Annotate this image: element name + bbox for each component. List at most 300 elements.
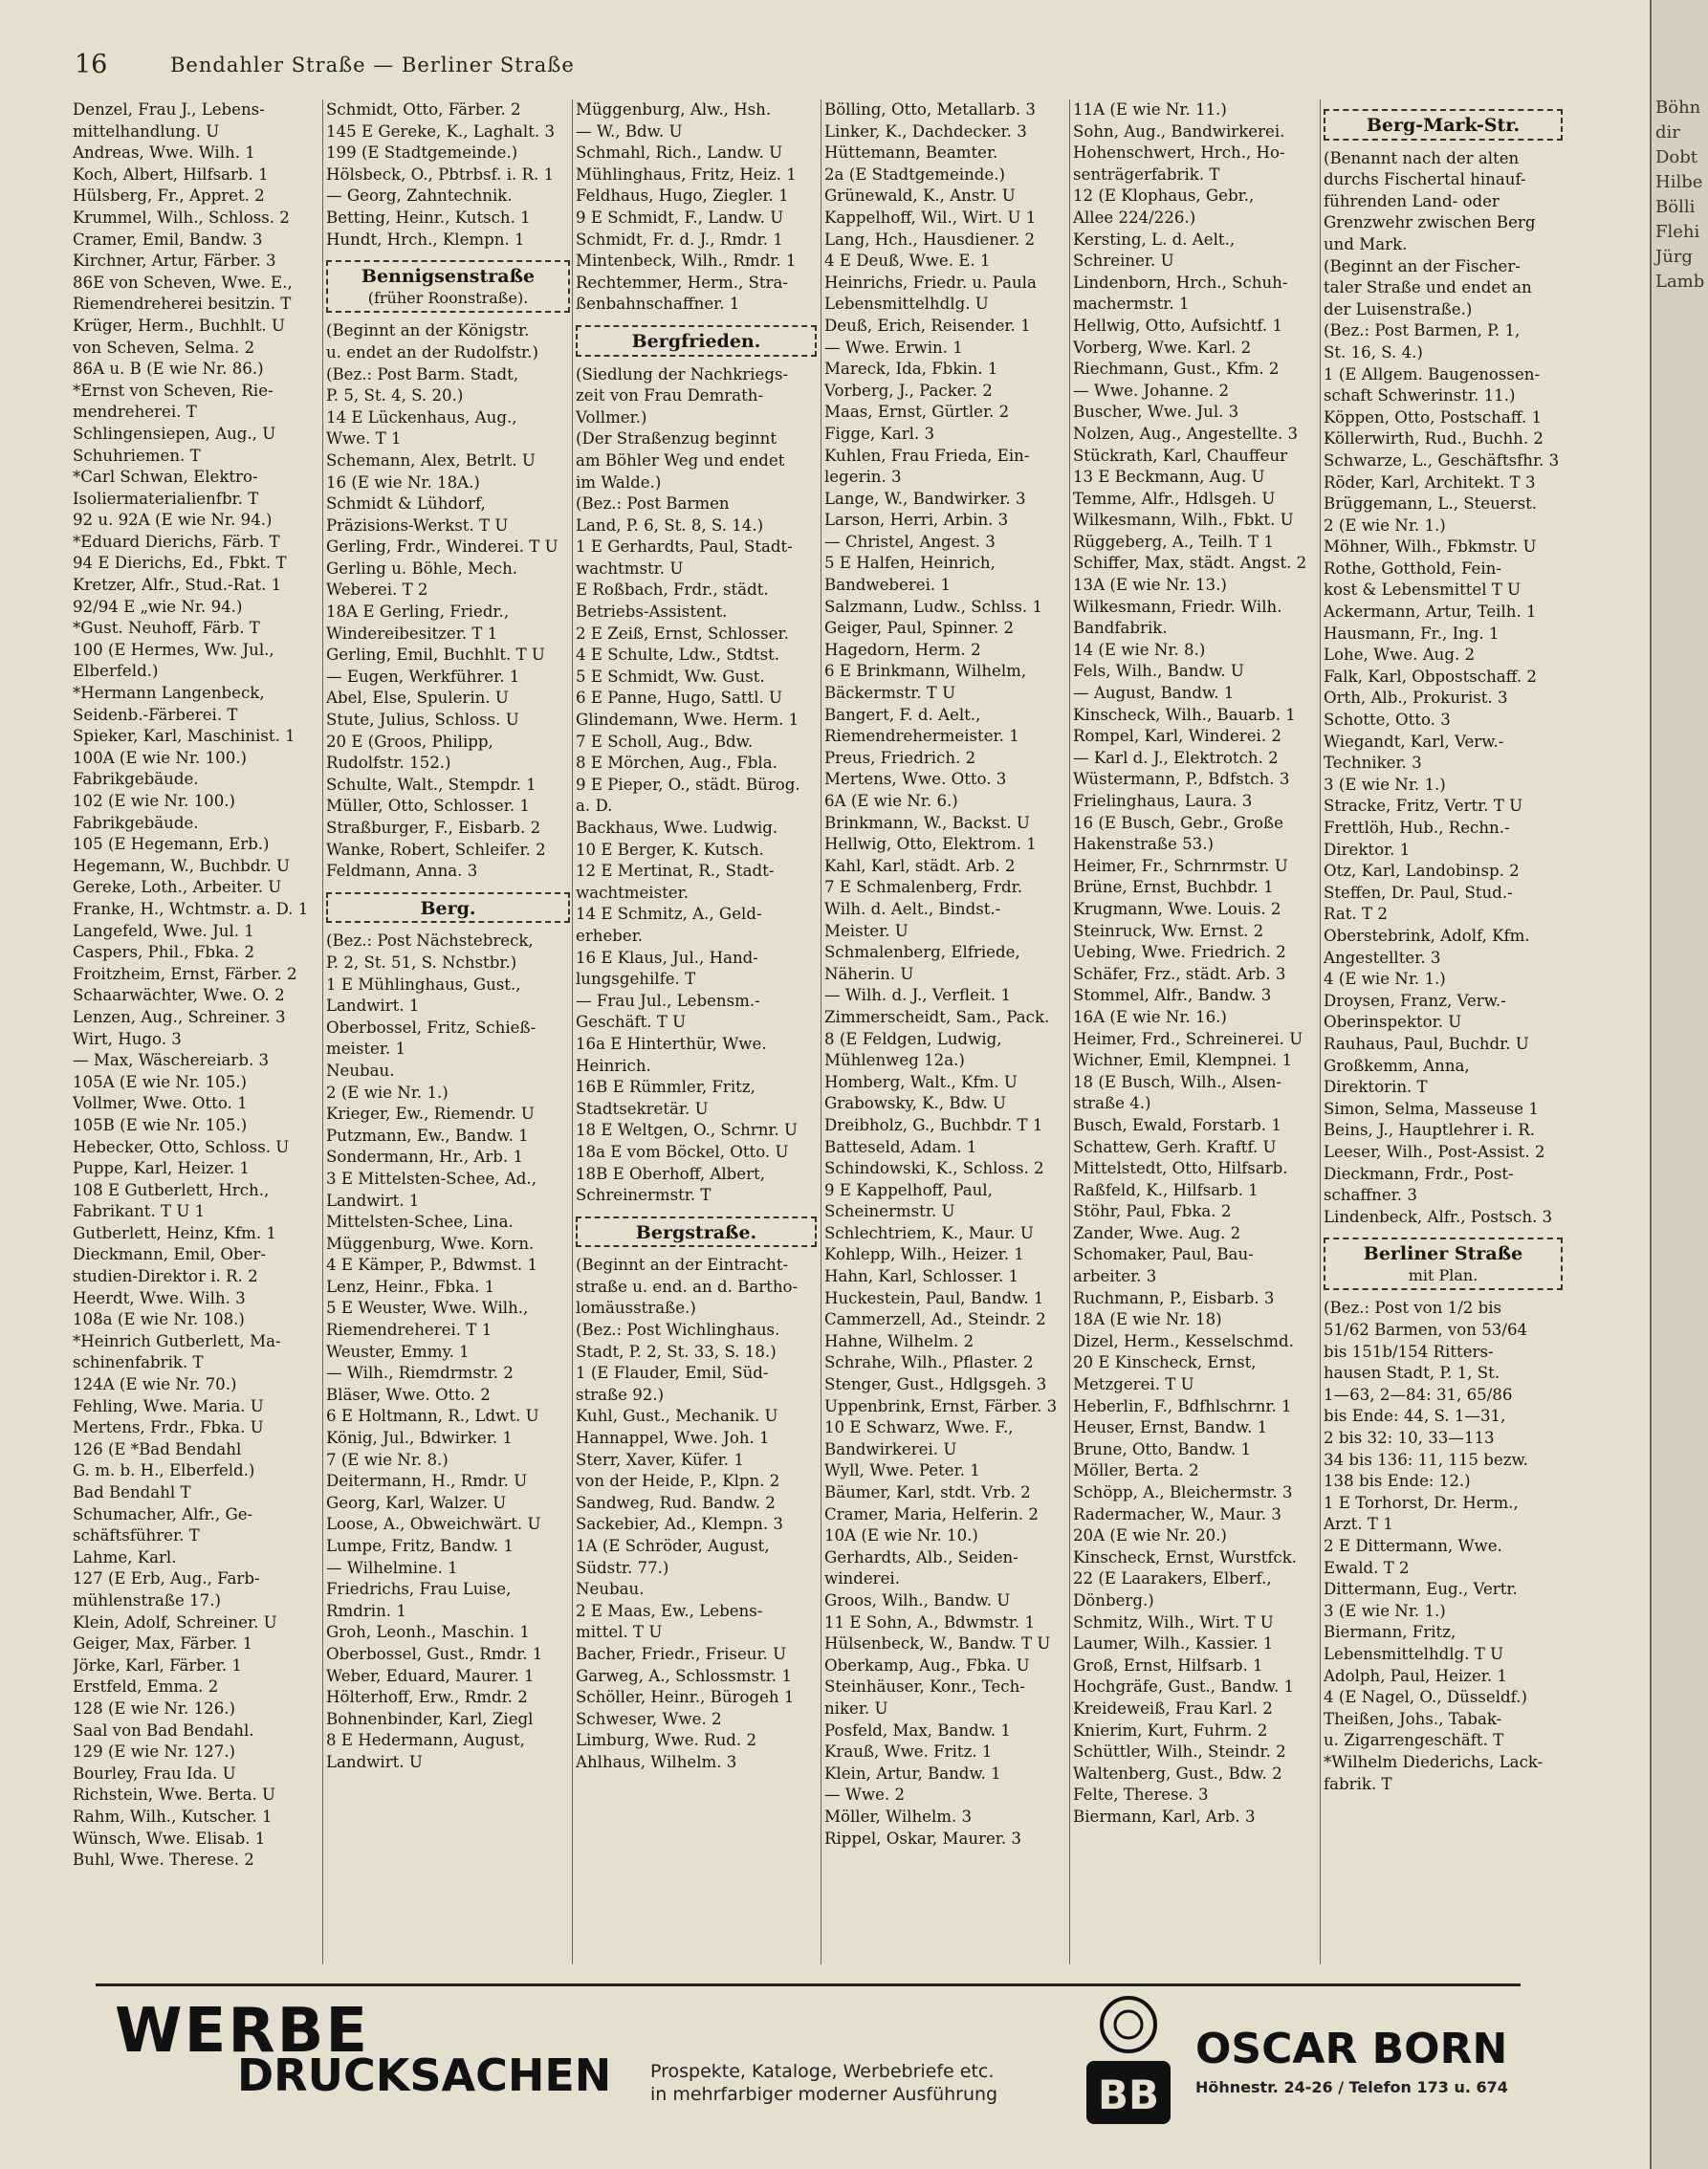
directory-entry: Laumer, Wilh., Kassier. 1 [1073, 1634, 1274, 1654]
directory-entry: Jörke, Karl, Färber. 1 [73, 1655, 242, 1675]
directory-entry: Cramer, Emil, Bandw. 3 [73, 230, 263, 249]
directory-entry: Bandweberei. 1 [824, 576, 952, 595]
directory-entry: (Bez.: Post Barmen, P. 1, [1324, 321, 1521, 340]
directory-entry: 20A (E wie Nr. 20.) [1073, 1526, 1227, 1545]
directory-entry: — Georg, Zahntechnik. [326, 186, 513, 206]
directory-entry: 129 (E wie Nr. 127.) [73, 1742, 236, 1762]
street-heading [1324, 1238, 1563, 1290]
directory-entry: Steinruck, Ww. Ernst. 2 [1073, 921, 1264, 940]
column-4 [821, 99, 1068, 1964]
directory-entry: Krugmann, Wwe. Louis. 2 [1073, 899, 1281, 918]
directory-entry: 20 E Kinscheck, Ernst, [1073, 1353, 1257, 1372]
directory-entry: u. endet an der Rudolfstr.) [326, 342, 538, 362]
directory-entry: 6 E Panne, Hugo, Sattl. U [576, 689, 783, 708]
directory-entry: Lenzen, Aug., Schreiner. 3 [73, 1007, 286, 1026]
directory-entry: Rauhaus, Paul, Buchdr. U [1324, 1034, 1529, 1053]
directory-entry: Lindenbeck, Alfr., Postsch. 3 [1324, 1207, 1553, 1226]
ad-company-address: Höhnestr. 24-26 / Telefon 173 u. 674 [1195, 2078, 1508, 2096]
directory-entry: Wichner, Emil, Klempnei. 1 [1073, 1051, 1293, 1070]
directory-entry: Gerling, Frdr., Winderei. T U [326, 537, 558, 557]
directory-entry: Gerling u. Böhle, Mech. [326, 559, 518, 578]
directory-entry: Biermann, Fritz, [1324, 1623, 1456, 1642]
directory-entry: 16 E Klaus, Jul., Hand- [576, 948, 758, 967]
directory-entry: Cammerzell, Ad., Steindr. 2 [824, 1310, 1046, 1329]
directory-entry: Dieckmann, Frdr., Post- [1324, 1164, 1514, 1183]
directory-entry: König, Jul., Bdwirker. 1 [326, 1429, 513, 1448]
directory-entry: — Max, Wäschereiarb. 3 [73, 1051, 270, 1070]
page-header [75, 50, 1547, 84]
directory-entry: Schöpp, A., Bleichermstr. 3 [1073, 1483, 1293, 1501]
directory-entry: 5 E Weuster, Wwe. Wilh., [326, 1299, 529, 1318]
directory-entry: Schotte, Otto. 3 [1324, 711, 1451, 730]
directory-entry: Steinhäuser, Konr., Tech- [824, 1677, 1025, 1697]
directory-entry: senträgerfabrik. T [1073, 164, 1220, 184]
directory-entry: 7 (E wie Nr. 8.) [326, 1450, 449, 1469]
advertisement [96, 1983, 1521, 2130]
directory-entry: bis Ende: 44, S. 1—31, [1324, 1407, 1506, 1426]
directory-entry: St. 16, S. 4.) [1324, 342, 1423, 362]
directory-entry: Vorberg, Wwe. Karl. 2 [1073, 338, 1252, 357]
directory-entry: Müggenburg, Wwe. Korn. [326, 1234, 535, 1253]
directory-entry: Leeser, Wilh., Post-Assist. 2 [1324, 1142, 1545, 1161]
street-name: Bergstraße. [635, 1221, 757, 1243]
directory-entry: 108 E Gutberlett, Hrch., [73, 1180, 270, 1199]
directory-entry: 138 bis Ende: 12.) [1324, 1472, 1471, 1491]
directory-entry: Beins, J., Hauptlehrer i. R. [1324, 1121, 1536, 1140]
directory-entry: 1—63, 2—84: 31, 65/86 [1324, 1385, 1513, 1404]
directory-entry: Groos, Wilh., Bandw. U [824, 1590, 1011, 1610]
directory-entry: *Gust. Neuhoff, Färb. T [73, 619, 260, 638]
next-page-fragment: Böhn [1655, 98, 1701, 118]
directory-entry: Knierim, Kurt, Fuhrm. 2 [1073, 1720, 1268, 1740]
directory-entry: 6 E Holtmann, R., Ldwt. U [326, 1407, 539, 1426]
directory-entry: Figge, Karl. 3 [824, 424, 935, 443]
directory-entry: Frielinghaus, Laura. 3 [1073, 792, 1253, 810]
directory-entry: Landwirt. 1 [326, 997, 420, 1016]
directory-entry: Direktorin. T [1324, 1078, 1428, 1097]
directory-entry: 11 E Sohn, A., Bdwmstr. 1 [824, 1612, 1036, 1632]
directory-entry: 3 E Mittelsten-Schee, Ad., [326, 1169, 536, 1188]
directory-entry: winderei. [824, 1569, 900, 1588]
directory-entry: fabrik. T [1324, 1774, 1392, 1793]
directory-entry: studien-Direktor i. R. 2 [73, 1267, 258, 1286]
directory-entry: Cramer, Maria, Helferin. 2 [824, 1504, 1039, 1523]
directory-entry: Lenz, Heinr., Fbka. 1 [326, 1277, 495, 1296]
directory-entry: Allee 224/226.) [1073, 208, 1196, 227]
directory-entry: 108a (E wie Nr. 108.) [73, 1310, 245, 1329]
directory-entry: — Wwe. Johanne. 2 [1073, 381, 1230, 400]
directory-entry: 105B (E wie Nr. 105.) [73, 1115, 248, 1134]
street-name: Berg. [420, 897, 476, 919]
directory-entry: (Bez.: Post Barm. Stadt, [326, 364, 519, 383]
directory-entry: Rat. T 2 [1324, 905, 1388, 924]
directory-entry: Dittermann, Eug., Vertr. [1324, 1580, 1518, 1599]
directory-entry: Otz, Karl, Landobinsp. 2 [1324, 862, 1520, 881]
directory-entry: — Christel, Angest. 3 [824, 532, 996, 551]
directory-entry: erheber. [576, 926, 644, 945]
directory-entry: Schuhriemen. T [73, 446, 201, 465]
directory-entry: Weberei. T 2 [326, 581, 428, 600]
next-page-fragment: Lamb [1655, 272, 1705, 292]
directory-entry: Schemann, Alex, Betrlt. U [326, 450, 536, 470]
directory-entry: Raßfeld, K., Hilfsarb. 1 [1073, 1180, 1259, 1199]
directory-entry: Seidenb.-Färberei. T [73, 705, 238, 724]
directory-entry: Krüger, Herm., Buchhlt. U [73, 316, 285, 335]
directory-entry: Biermann, Karl, Arb. 3 [1073, 1807, 1256, 1826]
column-5 [1069, 99, 1318, 1964]
directory-entry: Riechmann, Gust., Kfm. 2 [1073, 360, 1280, 379]
next-page-fragment: Flehi [1655, 222, 1700, 242]
directory-entry: Maas, Ernst, Gürtler. 2 [824, 403, 1010, 422]
directory-entry: Hegemann, W., Buchbdr. U [73, 856, 291, 875]
directory-entry: schaft Schwerinstr. 11.) [1324, 386, 1516, 405]
directory-entry: 8 E Hedermann, August, [326, 1731, 525, 1750]
directory-entry: — Eugen, Werkführer. 1 [326, 667, 520, 686]
directory-entry: mühlenstraße 17.) [73, 1590, 221, 1610]
directory-entry: 9 E Pieper, O., städt. Bürog. [576, 775, 800, 794]
column-1 [73, 99, 317, 1964]
directory-entry: zeit von Frau Demrath- [576, 386, 764, 405]
directory-entry: Kersting, L. d. Aelt., [1073, 230, 1236, 249]
directory-entry: 16 (E Busch, Gebr., Große [1073, 813, 1283, 832]
directory-entry: Rudolfstr. 152.) [326, 754, 451, 773]
directory-entry: 5 E Halfen, Heinrich, [824, 554, 996, 573]
directory-entry: Mintenbeck, Wilh., Rmdr. 1 [576, 252, 797, 271]
directory-entry: Lang, Hch., Hausdiener. 2 [824, 230, 1036, 249]
street-heading [1324, 109, 1563, 141]
street-subtitle: mit Plan. [1408, 1265, 1478, 1284]
ad-headline-werbe: WERBE [115, 1996, 370, 2067]
directory-entry: *Ernst von Scheven, Rie- [73, 381, 274, 400]
directory-entry: Rechtemmer, Herm., Stra- [576, 273, 788, 292]
ad-description-line-1: Prospekte, Kataloge, Werbebriefe etc. [650, 2061, 995, 2082]
directory-entry: E Roßbach, Frdr., städt. [576, 581, 769, 600]
directory-entry: Stommel, Alfr., Bandw. 3 [1073, 986, 1272, 1005]
directory-entry: Radermacher, W., Maur. 3 [1073, 1504, 1281, 1523]
directory-entry: 4 (E wie Nr. 1.) [1324, 970, 1446, 989]
directory-entry: Brüggemann, L., Steuerst. [1324, 494, 1538, 514]
directory-entry: Stute, Julius, Schloss. U [326, 711, 519, 730]
directory-entry: Putzmann, Ew., Bandw. 1 [326, 1126, 529, 1145]
directory-entry: Techniker. 3 [1324, 754, 1422, 773]
directory-entry: Spieker, Karl, Maschinist. 1 [73, 727, 296, 746]
directory-entry: Meister. U [824, 921, 909, 940]
directory-entry: 5 E Schmidt, Ww. Gust. [576, 667, 765, 686]
directory-entry: 13 E Beckmann, Aug. U [1073, 468, 1265, 487]
directory-entry: Schindowski, K., Schloss. 2 [824, 1159, 1044, 1178]
directory-entry: *Carl Schwan, Elektro- [73, 468, 258, 487]
directory-entry: Wiegandt, Karl, Verw.- [1324, 732, 1504, 751]
directory-entry: Mühlinghaus, Fritz, Heiz. 1 [576, 164, 797, 184]
directory-entry: Hölterhoff, Erw., Rmdr. 2 [326, 1688, 528, 1707]
directory-entry: Schaarwächter, Wwe. O. 2 [73, 986, 285, 1005]
directory-entry: 8 (E Feldgen, Ludwig, [824, 1029, 1002, 1048]
directory-entry: Wilkesmann, Wilh., Fbkt. U [1073, 511, 1294, 530]
directory-entry: 6A (E wie Nr. 6.) [824, 792, 958, 810]
next-page-fragment: Hilbe [1655, 172, 1703, 192]
directory-entry: Salzmann, Ludw., Schlss. 1 [824, 597, 1043, 616]
directory-entry: Köppen, Otto, Postschaff. 1 [1324, 407, 1543, 427]
directory-entry: 4 E Deuß, Wwe. E. 1 [824, 252, 991, 271]
directory-entry: — Wwe. Erwin. 1 [824, 338, 963, 357]
directory-entry: Schlingensiepen, Aug., U [73, 424, 276, 443]
directory-entry: Schmidt, Otto, Färber. 2 [326, 100, 521, 119]
directory-entry: 2 E Zeiß, Ernst, Schlosser. [576, 624, 789, 643]
directory-entry: Bacher, Friedr., Friseur. U [576, 1644, 787, 1663]
directory-entry: Land, P. 6, St. 8, S. 14.) [576, 515, 764, 535]
directory-entry: Präzisions-Werkst. T U [326, 515, 509, 535]
directory-entry: Waltenberg, Gust., Bdw. 2 [1073, 1764, 1282, 1783]
directory-entry: — Wilh. d. J., Verfleit. 1 [824, 986, 1012, 1005]
directory-entry: Oberbossel, Fritz, Schieß- [326, 1018, 536, 1037]
directory-entry: 11A (E wie Nr. 11.) [1073, 100, 1227, 119]
directory-entry: Rompel, Karl, Winderei. 2 [1073, 727, 1281, 746]
directory-entry: Gutberlett, Heinz, Kfm. 1 [73, 1223, 276, 1242]
directory-entry: Mertens, Wwe. Otto. 3 [824, 770, 1007, 789]
directory-entry: 16 (E wie Nr. 18A.) [326, 472, 480, 492]
directory-entry: Schreiner. U [1073, 252, 1174, 271]
directory-entry: Mareck, Ida, Fbkin. 1 [824, 360, 998, 379]
directory-entry: Kahl, Karl, städt. Arb. 2 [824, 856, 1016, 875]
directory-entry: Kuhlen, Frau Frieda, Ein- [824, 446, 1030, 465]
directory-entry: Scheinermstr. U [824, 1202, 955, 1221]
directory-entry: Geschäft. T U [576, 1013, 687, 1032]
directory-entry: 18A (E wie Nr. 18) [1073, 1310, 1222, 1329]
directory-entry: Schöller, Heinr., Bürogeh 1 [576, 1688, 795, 1707]
directory-entry: Ewald. T 2 [1324, 1558, 1410, 1577]
directory-entry: Klein, Artur, Bandw. 1 [824, 1764, 1001, 1783]
directory-entry: Schüttler, Wilh., Steindr. 2 [1073, 1742, 1286, 1762]
ad-description-line-2: in mehrfarbiger moderner Ausführung [650, 2084, 998, 2105]
directory-entry: Mittelstedt, Otto, Hilfsarb. [1073, 1159, 1288, 1178]
directory-entry: Larson, Herri, Arbin. 3 [824, 511, 1009, 530]
directory-entry: Kreideweiß, Frau Karl. 2 [1073, 1698, 1273, 1718]
directory-entry: arbeiter. 3 [1073, 1267, 1157, 1286]
directory-entry: legerin. 3 [824, 468, 902, 487]
directory-entry: Schmidt, Fr. d. J., Rmdr. 1 [576, 230, 783, 249]
street-name: Berg-Mark-Str. [1366, 115, 1521, 136]
directory-entry: Krieger, Ew., Riemendr. U [326, 1105, 535, 1124]
directory-entry: Kappelhoff, Wil., Wirt. U 1 [824, 208, 1037, 227]
directory-entry: 8 E Mörchen, Aug., Fbla. [576, 754, 777, 773]
directory-entry: 18 E Weltgen, O., Schrnr. U [576, 1121, 799, 1140]
directory-entry: Neubau. [576, 1580, 645, 1599]
directory-entry: Großkemm, Anna, [1324, 1056, 1470, 1075]
directory-entry: schäftsführer. T [73, 1526, 200, 1545]
directory-entry: Mittelsten-Schee, Lina. [326, 1213, 514, 1232]
directory-entry: von Scheven, Selma. 2 [73, 338, 255, 357]
directory-entry: 1 (E Allgem. Baugenossen- [1324, 364, 1541, 383]
directory-entry: Schmidt & Lühdorf, [326, 494, 486, 514]
directory-entry: Fabrikgebäude. [73, 770, 199, 789]
directory-entry: 86A u. B (E wie Nr. 86.) [73, 360, 264, 379]
directory-entry: Kinscheck, Ernst, Wurstfck. [1073, 1547, 1298, 1566]
directory-entry: Heimer, Fr., Schrnrmstr. U [1073, 856, 1288, 875]
directory-entry: a. D. [576, 797, 613, 816]
directory-entry: meister. 1 [326, 1040, 406, 1059]
directory-entry: 51/62 Barmen, von 53/64 [1324, 1321, 1528, 1340]
directory-entry: Homberg, Walt., Kfm. U [824, 1072, 1018, 1091]
directory-entry: Arzt. T 1 [1324, 1515, 1393, 1534]
directory-entry: mendreherei. T [73, 403, 197, 422]
street-subtitle: (früher Roonstraße). [367, 288, 529, 307]
directory-entry: 145 E Gereke, K., Laghalt. 3 [326, 121, 556, 141]
directory-entry: Köllerwirth, Rud., Buchh. 2 [1324, 429, 1544, 449]
directory-entry: straße 92.) [576, 1385, 665, 1404]
ad-logo-initials: BB [1097, 2071, 1160, 2118]
directory-entry: 126 (E *Bad Bendahl [73, 1439, 242, 1458]
directory-entry: Oberstebrink, Adolf, Kfm. [1324, 926, 1530, 945]
directory-entry: wachtmstr. U [576, 559, 684, 578]
directory-entry: Schäfer, Frz., städt. Arb. 3 [1073, 964, 1286, 983]
directory-entry: (Bez.: Post Nächstebreck, [326, 931, 534, 951]
directory-entry: Bäckermstr. T U [824, 684, 956, 703]
directory-entry: Hahne, Wilhelm. 2 [824, 1331, 974, 1350]
directory-entry: Bandwirkerei. U [824, 1439, 957, 1458]
directory-entry: Weuster, Emmy. 1 [326, 1342, 470, 1361]
directory-entry: (Der Straßenzug beginnt [576, 429, 777, 449]
directory-entry: Schmalenberg, Elfriede, [824, 943, 1020, 962]
directory-entry: schaffner. 3 [1324, 1186, 1417, 1205]
directory-entry: Backhaus, Wwe. Ludwig. [576, 819, 778, 837]
directory-entry: Lohe, Wwe. Aug. 2 [1324, 646, 1476, 665]
directory-entry: Mertens, Frdr., Fbka. U [73, 1418, 264, 1437]
directory-entry: Straßburger, F., Eisbarb. 2 [326, 819, 541, 837]
directory-entry: Röder, Karl, Architekt. T 3 [1324, 472, 1536, 492]
directory-entry: Groß, Ernst, Hilfsarb. 1 [1073, 1655, 1263, 1675]
directory-entry: (Bez.: Post Wichlinghaus. [576, 1321, 780, 1340]
directory-entry: Steffen, Dr. Paul, Stud.- [1324, 883, 1513, 902]
directory-entry: Vollmer.) [576, 407, 647, 427]
directory-entry: 18B E Oberhoff, Albert, [576, 1164, 765, 1183]
directory-entry: lungsgehilfe. T [576, 970, 696, 989]
directory-entry: 13A (E wie Nr. 13.) [1073, 576, 1227, 595]
column-3 [572, 99, 817, 1964]
directory-entry: Kuhl, Gust., Mechanik. U [576, 1407, 778, 1426]
directory-entry: Möller, Berta. 2 [1073, 1461, 1199, 1480]
street-name: Bennigsenstraße [361, 266, 536, 288]
directory-entry: Möhner, Wilh., Fbkmstr. U [1324, 537, 1537, 557]
directory-entry: Stadt, P. 2, St. 33, S. 18.) [576, 1342, 777, 1361]
directory-entry: Zander, Wwe. Aug. 2 [1073, 1223, 1241, 1242]
directory-entry: Rothe, Gotthold, Fein- [1324, 559, 1501, 578]
directory-entry: Langefeld, Wwe. Jul. 1 [73, 921, 254, 940]
directory-entry: Geiger, Paul, Spinner. 2 [824, 619, 1015, 638]
directory-entry: Wyll, Wwe. Peter. 1 [824, 1461, 980, 1480]
directory-entry: am Böhler Weg und endet [576, 450, 785, 470]
directory-entry: Müggenburg, Alw., Hsh. [576, 100, 772, 119]
directory-entry: Andreas, Wwe. Wilh. 1 [73, 143, 255, 163]
directory-entry: Schmahl, Rich., Landw. U [576, 143, 783, 163]
directory-entry: schinenfabrik. T [73, 1353, 204, 1372]
directory-entry: G. m. b. H., Elberfeld.) [73, 1461, 255, 1480]
directory-entry: Isoliermaterialienfbr. T [73, 489, 259, 508]
directory-entry: Frettlöh, Hub., Rechn.- [1324, 819, 1510, 837]
directory-entry: Riemendreherei. T 1 [326, 1321, 493, 1340]
directory-entry: 92/94 E „wie Nr. 94.) [73, 597, 243, 616]
directory-entry: Bläser, Wwe. Otto. 2 [326, 1385, 491, 1404]
directory-entry: bis 151b/154 Ritters- [1324, 1342, 1494, 1361]
directory-entry: *Hermann Langenbeck, [73, 684, 265, 703]
directory-entry: Stenger, Gust., Hdlgsgeh. 3 [824, 1375, 1047, 1394]
directory-entry: Oberbossel, Gust., Rmdr. 1 [326, 1644, 543, 1663]
directory-entry: 2a (E Stadtgemeinde.) [824, 164, 1005, 184]
directory-entry: 9 E Kappelhoff, Paul, [824, 1180, 993, 1199]
directory-entry: Krummel, Wilh., Schloss. 2 [73, 208, 290, 227]
directory-entry: Bohnenbinder, Karl, Ziegl [326, 1709, 534, 1728]
directory-entry: Schlechtriem, K., Maur. U [824, 1223, 1034, 1242]
directory-entry: Sandweg, Rud. Bandw. 2 [576, 1493, 776, 1512]
directory-entry: P. 2, St. 51, S. Nchstbr.) [326, 953, 517, 972]
directory-entry: 127 (E Erb, Aug., Farb- [73, 1569, 260, 1588]
directory-entry: 22 (E Laarakers, Elberf., [1073, 1569, 1272, 1588]
directory-entry: Hakenstraße 53.) [1073, 835, 1214, 854]
street-heading [326, 892, 570, 924]
directory-entry: 9 E Schmidt, F., Landw. U [576, 208, 784, 227]
directory-entry: Riemendrehermeister. 1 [824, 727, 1019, 746]
directory-entry: 1 E Mühlinghaus, Gust., [326, 975, 521, 994]
directory-entry: 2 (E wie Nr. 1.) [1324, 515, 1446, 535]
directory-entry: Wilh. d. Aelt., Bindst.- [824, 899, 1001, 918]
directory-entry: Caspers, Phil., Fbka. 2 [73, 943, 255, 962]
directory-entry: Gerhardts, Alb., Seiden- [824, 1547, 1018, 1566]
directory-entry: 4 E Kämper, P., Bdwmst. 1 [326, 1256, 538, 1275]
directory-entry: Heinrichs, Friedr. u. Paula [824, 273, 1037, 292]
directory-entry: Uppenbrink, Ernst, Färber. 3 [824, 1396, 1058, 1415]
directory-entry: Hausmann, Fr., Ing. 1 [1324, 624, 1500, 643]
directory-entry: 18a E vom Böckel, Otto. U [576, 1142, 789, 1161]
directory-entry: 86E von Scheven, Wwe. E., [73, 273, 293, 292]
directory-entry: Hochgräfe, Gust., Bandw. 1 [1073, 1677, 1295, 1697]
directory-entry: Lebensmittelhdlg. T U [1324, 1644, 1504, 1663]
directory-entry: — W., Bdw. U [576, 121, 683, 141]
directory-entry: Hölsbeck, O., Pbtrbsf. i. R. 1 [326, 164, 555, 184]
directory-entry: Sterr, Xaver, Küfer. 1 [576, 1450, 744, 1469]
directory-entry: 2 bis 32: 10, 33—113 [1324, 1429, 1495, 1448]
directory-entry: Felte, Therese. 3 [1073, 1786, 1209, 1805]
directory-entry: Rmdrin. 1 [326, 1601, 406, 1620]
directory-entry: Buscher, Wwe. Jul. 3 [1073, 403, 1239, 422]
directory-entry: Grünewald, K., Anstr. U [824, 186, 1016, 206]
directory-entry: Direktor. 1 [1324, 840, 1411, 859]
directory-entry: Bangert, F. d. Aelt., [824, 705, 981, 724]
directory-entry: Kohlepp, Wilh., Heizer. 1 [824, 1245, 1024, 1264]
directory-entry: Uebing, Wwe. Friedrich. 2 [1073, 943, 1286, 962]
directory-entry: 94 E Dierichs, Ed., Fbkt. T [73, 554, 287, 573]
directory-entry: Hagedorn, Herm. 2 [824, 640, 981, 659]
directory-entry: Schwarze, L., Geschäftsfhr. 3 [1324, 450, 1560, 470]
directory-entry: Posfeld, Max, Bandw. 1 [824, 1720, 1011, 1740]
directory-entry: Grabowsky, K., Bdw. U [824, 1094, 1006, 1113]
directory-entry: (Siedlung der Nachkriegs- [576, 364, 789, 383]
directory-entry: — Wilhelmine. 1 [326, 1558, 458, 1577]
directory-entry: Wwe. T 1 [326, 429, 402, 449]
directory-entry: Landwirt. 1 [326, 1191, 420, 1210]
ad-logo-icon [1081, 1986, 1176, 2130]
directory-entry: Lange, W., Bandwirker. 3 [824, 489, 1026, 508]
directory-entry: Ruchmann, P., Eisbarb. 3 [1073, 1288, 1275, 1307]
directory-entry: Brüne, Ernst, Buchbdr. 1 [1073, 878, 1274, 897]
directory-entry: Südstr. 77.) [576, 1558, 669, 1577]
directory-entry: taler Straße und endet an [1324, 278, 1532, 297]
ad-headline-drucksachen: DRUCKSACHEN [237, 2049, 612, 2101]
directory-entry: Riemendreherei besitzin. T [73, 295, 292, 314]
directory-entry: Falk, Karl, Obpostschaff. 2 [1324, 667, 1537, 686]
directory-entry: im Walde.) [576, 472, 662, 492]
directory-entry: hausen Stadt, P. 1, St. [1324, 1364, 1500, 1383]
next-page-edge [1650, 0, 1708, 2169]
directory-entry: 2 (E wie Nr. 1.) [326, 1083, 449, 1102]
